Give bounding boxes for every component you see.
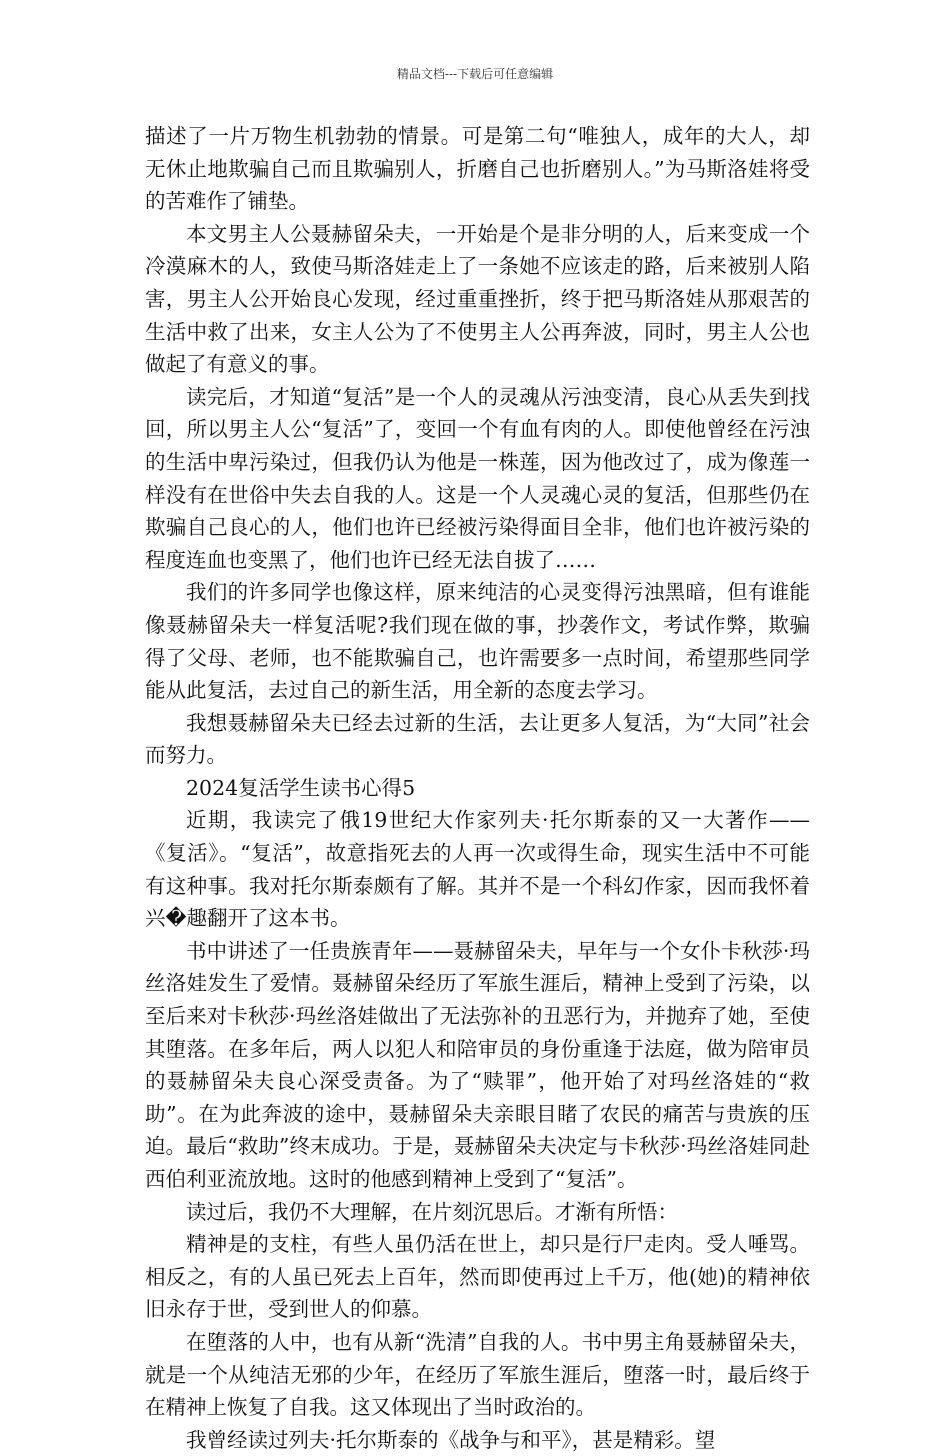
section-title: 2024复活学生读书心得5: [186, 775, 416, 800]
paragraph-2: 本文男主人公聂赫留朵夫，一开始是个是非分明的人，后来变成一个冷漠麻木的人，致使马斯洛娃走上了一条她不应该走的路，后来被别人陷害，男主人公开始良心发现，经过重重挫折，终于把马斯洛娃从那艰苦的生活中救了出来，女主人公为了不使男主人公再奔波，同时，男主人公也做起了有意义的事。: [145, 221, 810, 377]
paragraph-7: 书中讲述了一任贵族青年——聂赫留朵夫，早年与一个女仆卡秋莎·玛丝洛娃发生了爱情。聂赫留朵经历了军旅生涯后，精神上受到了污染，以至后来对卡秋莎·玛丝洛娃做出了无法弥补的丑恶行为，并抛弃了她，至使其堕落。在多年后，两人以犯人和陪审员的身份重逢于法庭，做为陪审员的聂赫留朵夫良心深受责备。为了“赎罪”，他开始了对玛丝洛娃的“救助”。在为此奔波的途中，聂赫留朵夫亲眼目睹了农民的痛苦与贵族的压迫。最后“救助”终末成功。于是，聂赫留朵夫决定与卡秋莎·玛丝洛娃同赴西伯利亚流放地。这时的他感到精神上受到了“复活”。: [145, 938, 810, 1191]
paragraph-3: 读完后，才知道“复活”是一个人的灵魂从污浊变清，良心从丢失到找回，所以男主人公“复活”了，变回一个有血有肉的人。即使他曾经在污浊的生活中卑污染过，但我仍认为他是一株莲，因为他改过了，成为像莲一样没有在世俗中失去自我的人。这是一个人灵魂心灵的复活，但那些仍在欺骗自己良心的人，他们也许已经被污染得面目全非，他们也许被污染的程度连血也变黑了，他们也许已经无法自拔了……: [145, 384, 810, 572]
paragraph-10: 在堕落的人中，也有从新“洗清”自我的人。书中男主角聂赫留朵夫，就是一个从纯洁无邪的少年，在经历了军旅生涯后，堕落一时，最后终于在精神上恢复了自我。这又体现出了当时政治的。: [145, 1329, 810, 1420]
paragraph-6: 近期，我读完了俄19世纪大作家列夫·托尔斯泰的又一大著作——《复活》。“复活”，故意指死去的人再一次或得生命，现实生活中不可能有这种事。我对托尔斯泰颇有了解。其并不是一个科幻作家，因而我怀着兴�趣翻开了这本书。: [145, 808, 810, 931]
paragraph-11: 我曾经读过列夫·托尔斯泰的《战争与和平》，甚是精彩。望: [186, 1427, 716, 1452]
paragraph-1: 描述了一片万物生机勃勃的情景。可是第二句“唯独人，成年的大人，却无休止地欺骗自己而且欺骗别人，折磨自己也折磨别人。”为马斯洛娃将受的苦难作了铺垫。: [145, 124, 810, 214]
page-header: 精品文档---下载后可任意编辑: [396, 67, 554, 81]
document-body: [145, 120, 810, 1456]
paragraph-9: 精神是的支柱，有些人虽仍活在世上，却只是行尸走肉。受人唾骂。相反之，有的人虽已死去上百年，然而即使再过上千万，他(她)的精神依旧永存于世，受到世人的仰慕。: [145, 1232, 810, 1322]
paragraph-5: 我想聂赫留朵夫已经去过新的生活，去让更多人复活，为“大同”社会而努力。: [145, 710, 810, 768]
paragraph-8: 读过后，我仍不大理解，在片刻沉思后。才渐有所悟：: [186, 1199, 678, 1224]
paragraph-4: 我们的许多同学也像这样，原来纯洁的心灵变得污浊黑暗，但有谁能像聂赫留朵夫一样复活呢?我们现在做的事，抄袭作文，考试作弊，欺骗得了父母、老师，也不能欺骗自己，也许需要多一点时间，希望那些同学能从此复活，去过自己的新生活，用全新的态度去学习。: [145, 580, 810, 703]
